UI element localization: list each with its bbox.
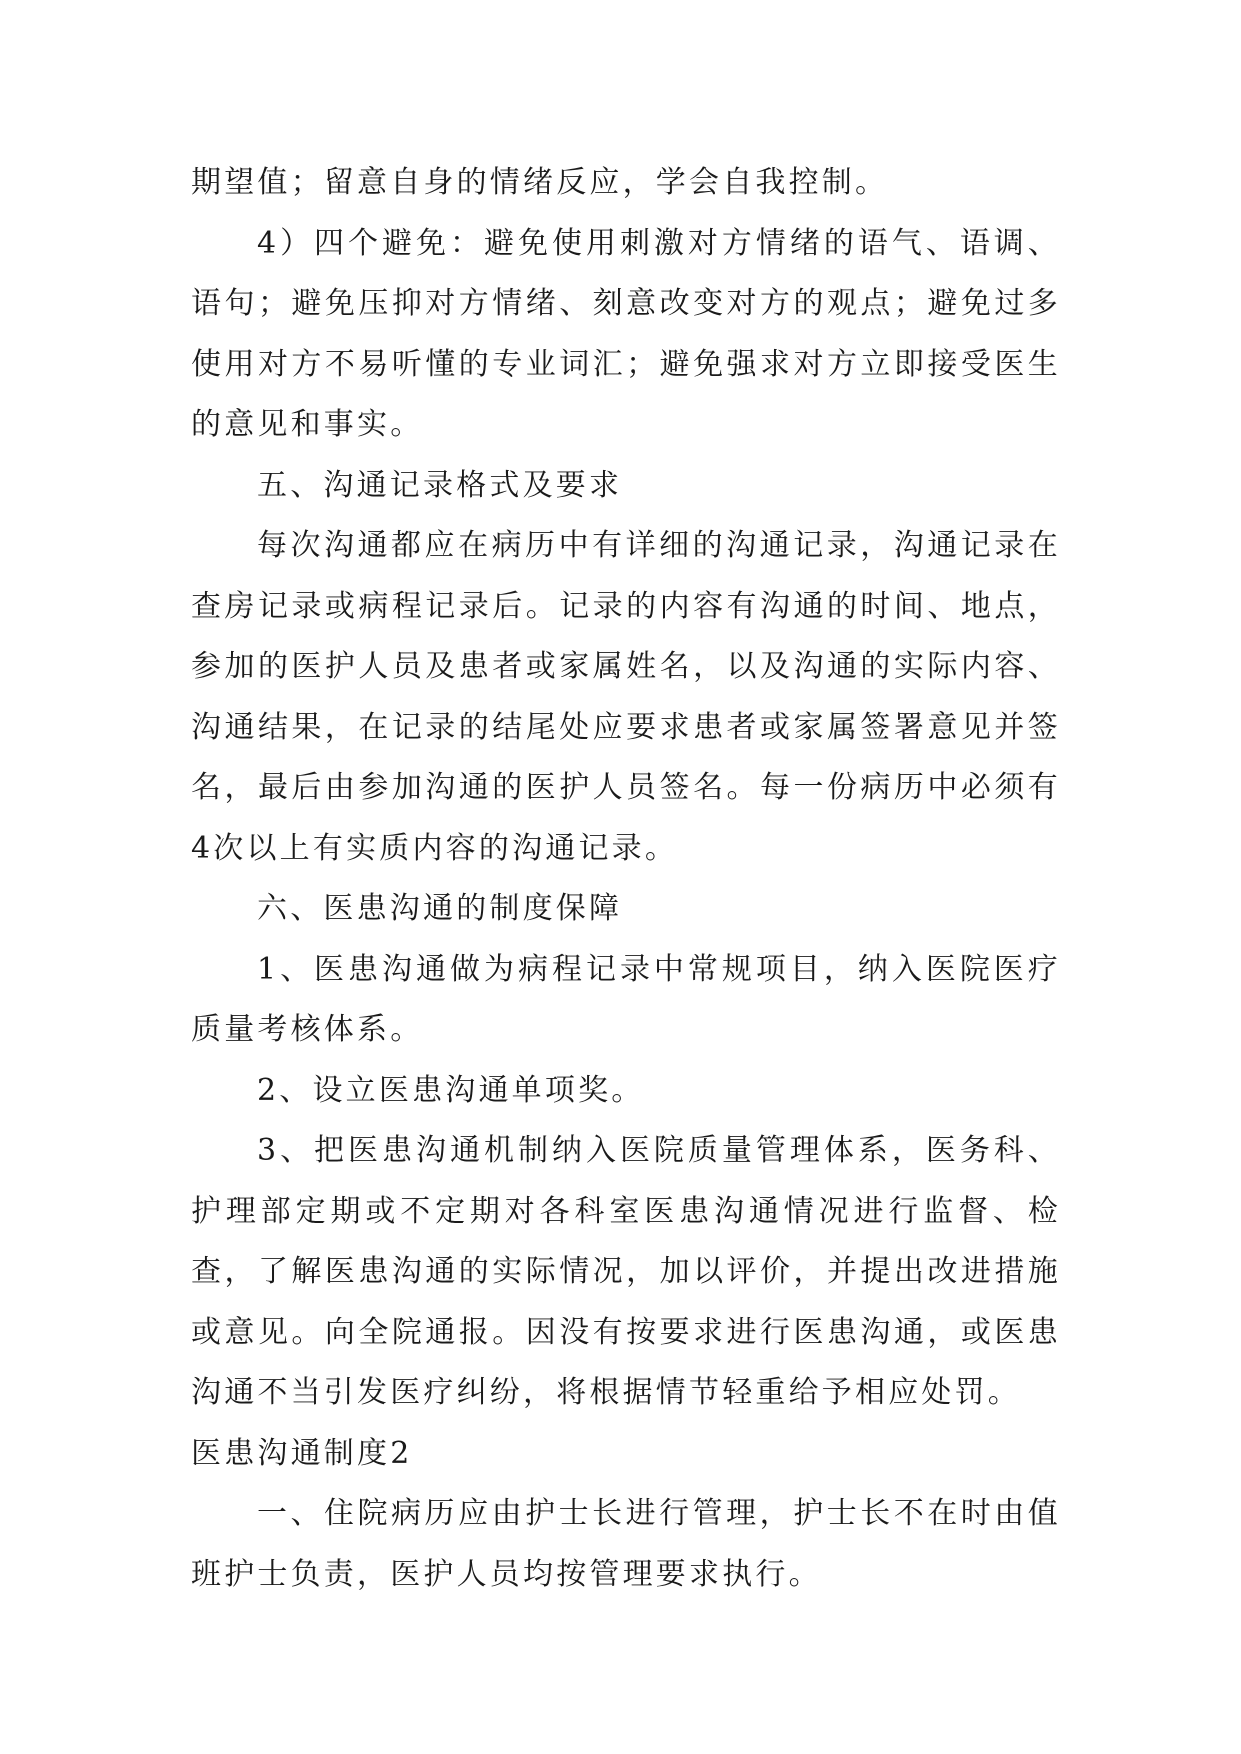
paragraph-item-3: 3、把医患沟通机制纳入医院质量管理体系，医务科、护理部定期或不定期对各科室医患沟通情况进行监督、检查，了解医患沟通的实际情况，加以评价，并提出改进措施或意见。向全院通报。因没有按要求进行医患沟通，或医患沟通不当引发医疗纠纷，将根据情节轻重给予相应处罚。 [191, 1133, 1061, 1410]
paragraph-section-1: 一、住院病历应由护士长进行管理，护士长不在时由值班护士负责，医护人员均按管理要求执行。 [191, 1496, 1061, 1592]
paragraph-record-requirements: 每次沟通都应在病历中有详细的沟通记录，沟通记录在查房记录或病程记录后。记录的内容有沟通的时间、地点，参加的医护人员及患者或家属姓名，以及沟通的实际内容、沟通结果，在记录的结尾处应要求患者或家属签署意见并签名，最后由参加沟通的医护人员签名。每一份病历中必须有4次以上有实质内容的沟通记录。 [191, 528, 1061, 866]
paragraph-four-avoidances: 4）四个避免：避免使用刺激对方情绪的语气、语调、语句；避免压抑对方情绪、刻意改变对方的观点；避免过多使用对方不易听懂的专业词汇；避免强求对方立即接受医生的意见和事实。 [191, 225, 1061, 442]
paragraph-item-1: 1、医患沟通做为病程记录中常规项目，纳入医院医疗质量考核体系。 [191, 951, 1061, 1047]
section-heading-system-guarantee: 六、医患沟通的制度保障 [257, 891, 623, 926]
paragraph-continuation: 期望值；留意自身的情绪反应，学会自我控制。 [191, 165, 889, 200]
document-body [191, 153, 1061, 1605]
section-heading-record-format: 五、沟通记录格式及要求 [257, 467, 623, 503]
paragraph-item-2: 2、设立医患沟通单项奖。 [257, 1072, 645, 1108]
document-section-title: 医患沟通制度2 [191, 1435, 413, 1471]
